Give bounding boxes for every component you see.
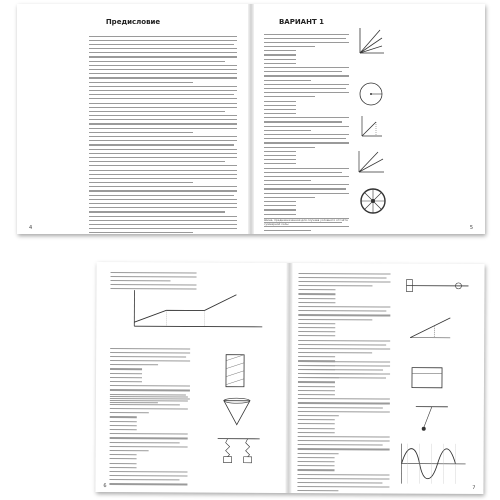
text-line xyxy=(110,463,137,464)
text-line xyxy=(298,331,335,332)
text-line xyxy=(264,142,349,143)
text-line xyxy=(297,490,338,491)
page-number-left: 4 xyxy=(29,225,33,231)
text-line xyxy=(264,214,296,215)
text-line xyxy=(264,180,311,181)
text-line xyxy=(89,56,237,57)
text-line xyxy=(264,88,346,89)
text-line xyxy=(264,42,349,43)
text-line xyxy=(264,155,296,156)
text-line xyxy=(89,165,237,166)
text-line xyxy=(110,352,190,354)
text-line xyxy=(89,161,225,162)
page-number-left-2: 6 xyxy=(103,483,107,490)
text-line xyxy=(298,402,390,404)
text-line xyxy=(298,294,335,295)
text-line xyxy=(298,461,335,462)
text-line xyxy=(111,280,171,281)
text-line xyxy=(264,138,346,139)
text-line xyxy=(264,226,349,227)
text-line xyxy=(264,197,315,198)
text-line xyxy=(89,224,237,225)
text-line xyxy=(297,474,389,476)
text-line xyxy=(298,310,386,312)
text-line xyxy=(298,428,335,429)
page-number-right: 5 xyxy=(469,225,473,231)
text-line xyxy=(264,113,296,114)
text-line xyxy=(89,132,193,133)
variant-questions-block xyxy=(264,32,349,234)
text-line xyxy=(264,34,349,35)
text-line xyxy=(264,230,311,231)
text-line xyxy=(110,284,196,286)
text-line xyxy=(264,209,296,210)
pendulum-figure xyxy=(412,404,452,434)
text-line xyxy=(89,44,234,45)
text-line xyxy=(89,115,237,116)
text-line xyxy=(89,111,225,112)
text-line xyxy=(89,203,237,204)
text-line xyxy=(298,469,335,470)
text-line xyxy=(264,151,296,152)
text-line xyxy=(89,178,237,179)
text-line xyxy=(298,423,335,424)
text-line xyxy=(89,220,237,221)
text-line xyxy=(110,442,180,443)
top-book-spread xyxy=(17,4,485,234)
text-line xyxy=(89,211,225,212)
text-line xyxy=(264,54,296,55)
text-line xyxy=(110,381,142,382)
text-line xyxy=(89,216,237,217)
text-line xyxy=(264,117,349,118)
text-line xyxy=(264,163,296,164)
text-line xyxy=(264,59,296,60)
text-line xyxy=(264,205,296,206)
text-line xyxy=(298,335,335,336)
acceleration-graph-figure xyxy=(126,288,266,331)
text-line xyxy=(298,449,390,451)
wheel-figure xyxy=(358,186,388,216)
text-line xyxy=(297,486,389,488)
text-line xyxy=(264,188,346,189)
text-line xyxy=(298,386,335,387)
text-line xyxy=(89,186,237,187)
text-line xyxy=(264,193,349,194)
text-line xyxy=(264,96,315,97)
text-line xyxy=(110,458,137,459)
vector-diagram-figure xyxy=(358,114,384,140)
text-line xyxy=(298,457,335,458)
text-line xyxy=(110,412,149,413)
text-line xyxy=(110,450,149,451)
page-right-7 xyxy=(291,263,484,494)
text-line xyxy=(110,467,137,468)
text-line xyxy=(110,356,186,357)
text-line xyxy=(110,400,188,402)
text-line xyxy=(110,417,137,418)
text-line xyxy=(298,302,335,303)
text-line xyxy=(111,272,197,274)
text-line xyxy=(264,121,342,122)
text-line xyxy=(110,404,180,405)
text-line xyxy=(298,285,372,286)
text-line xyxy=(110,373,142,374)
text-line xyxy=(299,277,387,279)
text-line xyxy=(298,323,335,324)
text-line xyxy=(264,92,349,93)
text-line xyxy=(299,273,391,275)
velocity-graph-figure xyxy=(356,26,386,56)
text-line xyxy=(298,365,390,367)
force-angle-figure xyxy=(404,312,454,342)
page-number-right-2: 7 xyxy=(472,484,476,491)
text-line xyxy=(264,50,296,51)
text-line xyxy=(298,453,339,454)
text-line xyxy=(89,128,237,129)
text-line xyxy=(109,479,179,480)
text-line xyxy=(110,421,137,422)
circle-motion-figure xyxy=(356,79,386,109)
sine-wave-figure xyxy=(397,442,467,486)
text-line xyxy=(89,52,237,53)
text-line xyxy=(89,157,237,158)
preface-text-block xyxy=(89,34,237,234)
text-line xyxy=(264,201,296,202)
text-line xyxy=(110,389,190,391)
text-line xyxy=(264,46,315,47)
text-line xyxy=(264,71,342,72)
text-line xyxy=(264,134,349,135)
text-line xyxy=(298,327,335,328)
text-line xyxy=(298,319,372,320)
text-line xyxy=(264,130,311,131)
speed-lines-figure xyxy=(356,149,386,175)
text-line xyxy=(264,147,315,148)
q8-q10-text xyxy=(109,394,187,487)
text-line xyxy=(89,48,237,49)
text-line xyxy=(89,136,237,137)
text-line xyxy=(110,437,188,439)
text-line xyxy=(298,361,390,363)
text-line xyxy=(89,153,237,154)
text-line xyxy=(264,105,296,106)
lever-figure xyxy=(402,274,472,296)
text-line xyxy=(89,98,237,99)
text-line xyxy=(298,369,383,371)
text-line xyxy=(298,440,390,442)
text-line xyxy=(264,176,349,177)
text-line xyxy=(89,107,237,108)
text-line xyxy=(89,69,237,70)
text-line xyxy=(264,101,296,102)
text-line xyxy=(89,232,193,233)
text-line xyxy=(298,382,335,383)
text-line xyxy=(110,385,190,387)
text-line xyxy=(89,82,193,83)
springs-figure xyxy=(214,437,264,465)
text-line xyxy=(110,454,137,455)
vessel-figure xyxy=(408,364,448,390)
text-line xyxy=(89,94,234,95)
text-line xyxy=(89,190,237,191)
text-line xyxy=(264,84,349,85)
text-line xyxy=(110,446,188,448)
text-line xyxy=(298,289,335,290)
text-line xyxy=(264,75,349,76)
text-line xyxy=(298,407,383,409)
page-right-variant-1 xyxy=(254,4,485,234)
text-line xyxy=(89,90,237,91)
text-line xyxy=(89,40,237,41)
text-line xyxy=(264,126,349,127)
text-line xyxy=(110,369,142,370)
text-line xyxy=(264,67,349,68)
text-line xyxy=(299,281,391,283)
text-line xyxy=(298,344,386,346)
text-line xyxy=(110,360,190,362)
text-line xyxy=(89,119,237,120)
text-line xyxy=(298,348,390,350)
page-title-preface: Предисловие xyxy=(105,18,161,26)
text-line xyxy=(298,394,335,395)
text-line xyxy=(89,174,237,175)
text-line xyxy=(298,465,335,466)
text-line xyxy=(89,103,237,104)
text-line xyxy=(298,314,390,316)
text-line xyxy=(110,396,188,398)
text-line xyxy=(298,436,390,438)
text-line xyxy=(298,419,335,420)
text-line xyxy=(89,61,225,62)
text-line xyxy=(298,444,383,446)
text-line xyxy=(89,144,234,145)
text-line xyxy=(111,276,197,278)
text-line xyxy=(109,484,187,486)
text-line xyxy=(298,411,390,413)
text-line xyxy=(89,65,237,66)
text-line xyxy=(297,482,382,484)
text-line xyxy=(298,298,335,299)
page-title-variant: ВАРИАНТ 1 xyxy=(278,18,325,26)
text-line xyxy=(89,140,237,141)
text-line xyxy=(298,415,339,416)
text-line xyxy=(89,182,193,183)
text-line xyxy=(264,63,296,64)
text-line xyxy=(89,149,237,150)
text-line xyxy=(264,80,311,81)
text-line xyxy=(298,390,335,391)
text-line xyxy=(110,471,188,473)
hatched-block-figure xyxy=(220,351,250,391)
text-line xyxy=(110,425,137,426)
text-line xyxy=(264,159,296,160)
text-line xyxy=(298,377,339,378)
text-line xyxy=(89,195,234,196)
text-line xyxy=(109,475,187,477)
text-line xyxy=(89,73,237,74)
text-line xyxy=(264,168,349,169)
bottom-book-spread xyxy=(95,262,484,494)
text-line xyxy=(298,356,335,357)
text-line xyxy=(89,207,237,208)
text-line xyxy=(297,478,389,480)
text-line xyxy=(298,306,390,308)
page-left-6 xyxy=(95,262,288,493)
text-line xyxy=(110,377,142,378)
text-line xyxy=(298,373,390,375)
text-line xyxy=(264,109,296,110)
text-line xyxy=(264,172,342,173)
text-line xyxy=(298,340,390,342)
text-line xyxy=(89,199,237,200)
text-line xyxy=(110,429,137,430)
text-line xyxy=(110,433,188,435)
text-line xyxy=(89,36,237,37)
q13-q15-text xyxy=(297,359,390,494)
text-line xyxy=(298,352,372,353)
text-line xyxy=(110,348,190,350)
text-line xyxy=(89,228,237,229)
text-line xyxy=(264,38,346,39)
text-line xyxy=(89,123,237,124)
wheel-caption: Шина, предназначенная для случаев условного отсчёта суммарной силы xyxy=(264,218,348,226)
text-line xyxy=(110,408,188,410)
text-line xyxy=(89,77,237,78)
cone-figure xyxy=(220,395,254,429)
text-line xyxy=(89,86,237,87)
text-line xyxy=(298,432,335,433)
text-line xyxy=(89,170,237,171)
text-line xyxy=(110,364,158,365)
text-line xyxy=(298,398,390,400)
page-left-preface xyxy=(17,4,249,234)
text-line xyxy=(264,184,349,185)
